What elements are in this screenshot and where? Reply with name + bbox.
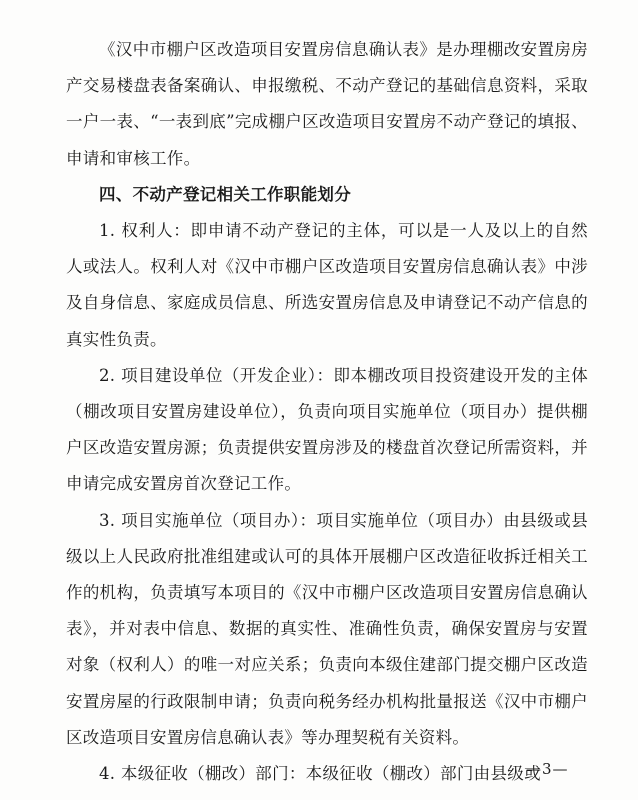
paragraph-construction-unit: 2. 项目建设单位（开发企业）：即本棚改项目投资建设开发的主体（棚改项目安置房建设单位），负责向项目实施单位（项目办）提供棚户区改造安置房源；负责提供安置房涉及的楼盘首次登记所需资料，并申请完成安置房首次登记工作。 bbox=[66, 365, 588, 494]
paragraph-rights-holder: 1. 权利人：即申请不动产登记的主体，可以是一人及以上的自然人或法人。权利人对《汉中市棚户区改造项目安置房信息确认表》中涉及自身信息、家庭成员信息、所选安置房信息及申请登记不动产信息的真实性负责。 bbox=[66, 221, 588, 349]
document-body bbox=[66, 32, 588, 792]
paragraph-levy-department: 4. 本级征收（棚改）部门：本级征收（棚改）部门由县级或 bbox=[99, 764, 541, 784]
paragraph-implementing-unit: 3. 项目实施单位（项目办）：项目实施单位（项目办）由县级或县级以上人民政府批准组建或认可的具体开展棚户区改造征收拆迁相关工作的机构，负责填写本项目的《汉中市棚户区改造项目安置房信息确认表》，并对表中信息、数据的真实性、准确性负责，确保安置房与安置对象（权利人）的唯一对应关系；负责向本级住建部门提交棚户区改造安置房屋的行政限制申请；负责向税务经办机构批量报送《汉中市棚户区改造项目安置房信息确认表》等办理契税有关资料。 bbox=[66, 510, 588, 747]
paragraph-intro: 《汉中市棚户区改造项目安置房信息确认表》是办理棚改安置房房产交易楼盘表备案确认、申报缴税、不动产登记的基础信息资料，采取一户一表、“一表到底”完成棚户区改造项目安置房不动产登记的填报、申请和审核工作。 bbox=[66, 40, 588, 168]
page-number: —3— bbox=[526, 760, 569, 778]
section-heading-4: 四、不动产登记相关工作职能划分 bbox=[99, 184, 351, 204]
